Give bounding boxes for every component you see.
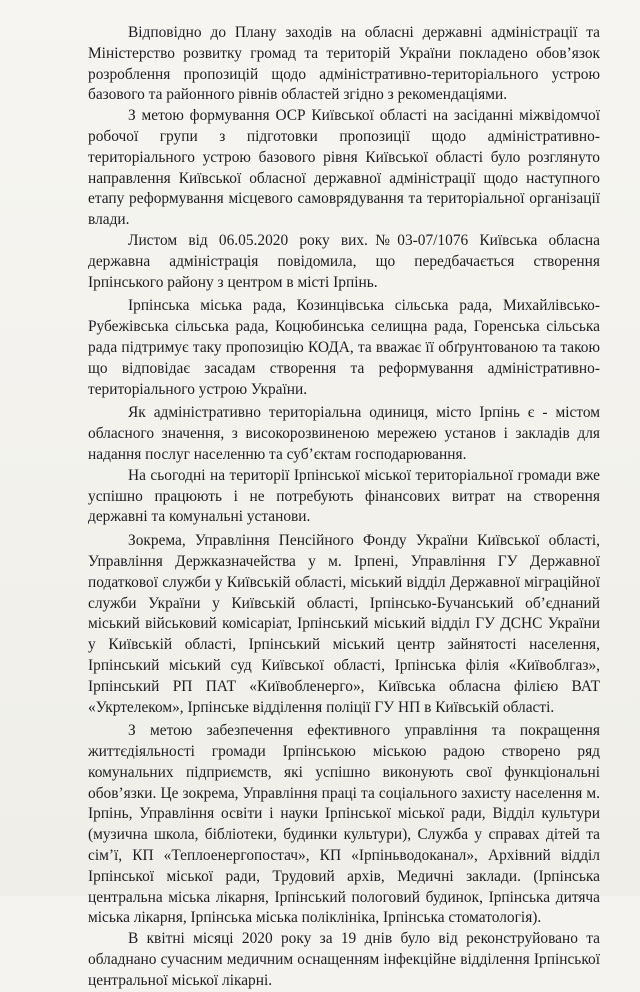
- paragraph-7: Зокрема, Управління Пенсійного Фонду України Київської області, Управління Держказначейства у м. Ірпені, Управління ГУ Державної податкової служби у Київській області, міський відділ Державної міграційної служби України у Київській області, Ірпінсько-Бучанський об’єднаний міський військовий комісаріат, Ірпінський міський відділ ГУ ДСНС України у Київській області, Ірпінський міський центр зайнятості населення, Ірпінський міський суд Київської області, Ірпінська філія «Київоблгаз», Ірпінський РП ПАТ «Київобленерго», Київська обласна філією ВАТ «Укртелеком», Ірпінське відділення поліції ГУ НП в Київській області.: [88, 532, 600, 716]
- document-body: [88, 23, 600, 992]
- paragraph-9: В квітні місяці 2020 року за 19 днів було від реконструйовано та обладнано сучасним медичним оснащенням інфекційне відділення Ірпінської центральної міської лікарні.: [88, 930, 600, 989]
- paragraph-2: З метою формування ОСР Київської області на засіданні міжвідомчої робочої групи з підготовки пропозиції щодо адміністративно-територіального устрою базового рівня Київської області було розглянуто направлення Київської обласної державної адміністрації щодо наступного етапу реформування місцевого самоврядування та територіальної організації влади.: [88, 107, 600, 229]
- paragraph-6: На сьогодні на території Ірпінської міської територіальної громади вже успішно працюють і не потребують фінансових витрат на створення державні та комунальні установи.: [88, 466, 600, 526]
- paragraph-8: З метою забезпечення ефективного управління та покращення життєдіяльності громади Ірпінською міською радою створено ряд комунальних підприємств, які успішно виконують свої функціональні обов’язки. Це зокрема, Управління праці та соціального захисту населення м. Ірпінь, Управління освіти і науки Ірпінської міської ради, Відділ культури (музична школа, бібліотеки, будинки культури), Служба у справах дітей та сім’ї, КП «Теплоенергопостач», КП «Ірпіньводоканал», Архівний відділ Ірпінської міської ради, Трудовий архів, Медичні заклади. (Ірпінська центральна міська лікарня, Ірпінський пологовий будинок, Ірпінська дитяча міська лікарня, Ірпінська міська поліклініка, Ірпінська стоматологія).: [88, 722, 600, 927]
- paragraph-1: Відповідно до Плану заходів на обласні державні адміністрації та Міністерство розвитку громад та територій України покладено обов’язок розроблення пропозицій щодо адміністративно-територіального устрою базового та районного рівнів областей згідно з рекомендаціями.: [88, 24, 600, 104]
- paragraph-4: Ірпінська міська рада, Козинцівська сільська рада, Михайлівсько-Рубежівська сільська рада, Коцюбинська селищна рада, Горенська сільська рада підтримує таку пропозицію КОДА, та вважає її обґрунтованою та такою що відповідає засадам створення та реформування адміністративно-територіального устрою України.: [88, 297, 600, 398]
- paragraph-5: Як адміністративно територіальна одиниця, місто Ірпінь є - містом обласного значення, з високорозвиненою мережею установ і закладів для надання послуг населенню та суб’єктам господарювання.: [88, 404, 600, 463]
- paragraph-3: Листом від 06.05.2020 року вих.№03-07/1076 Київська обласна державна адміністрація повідомила, що передбачається створення Ірпінського району з центром в місті Ірпінь.: [88, 231, 600, 291]
